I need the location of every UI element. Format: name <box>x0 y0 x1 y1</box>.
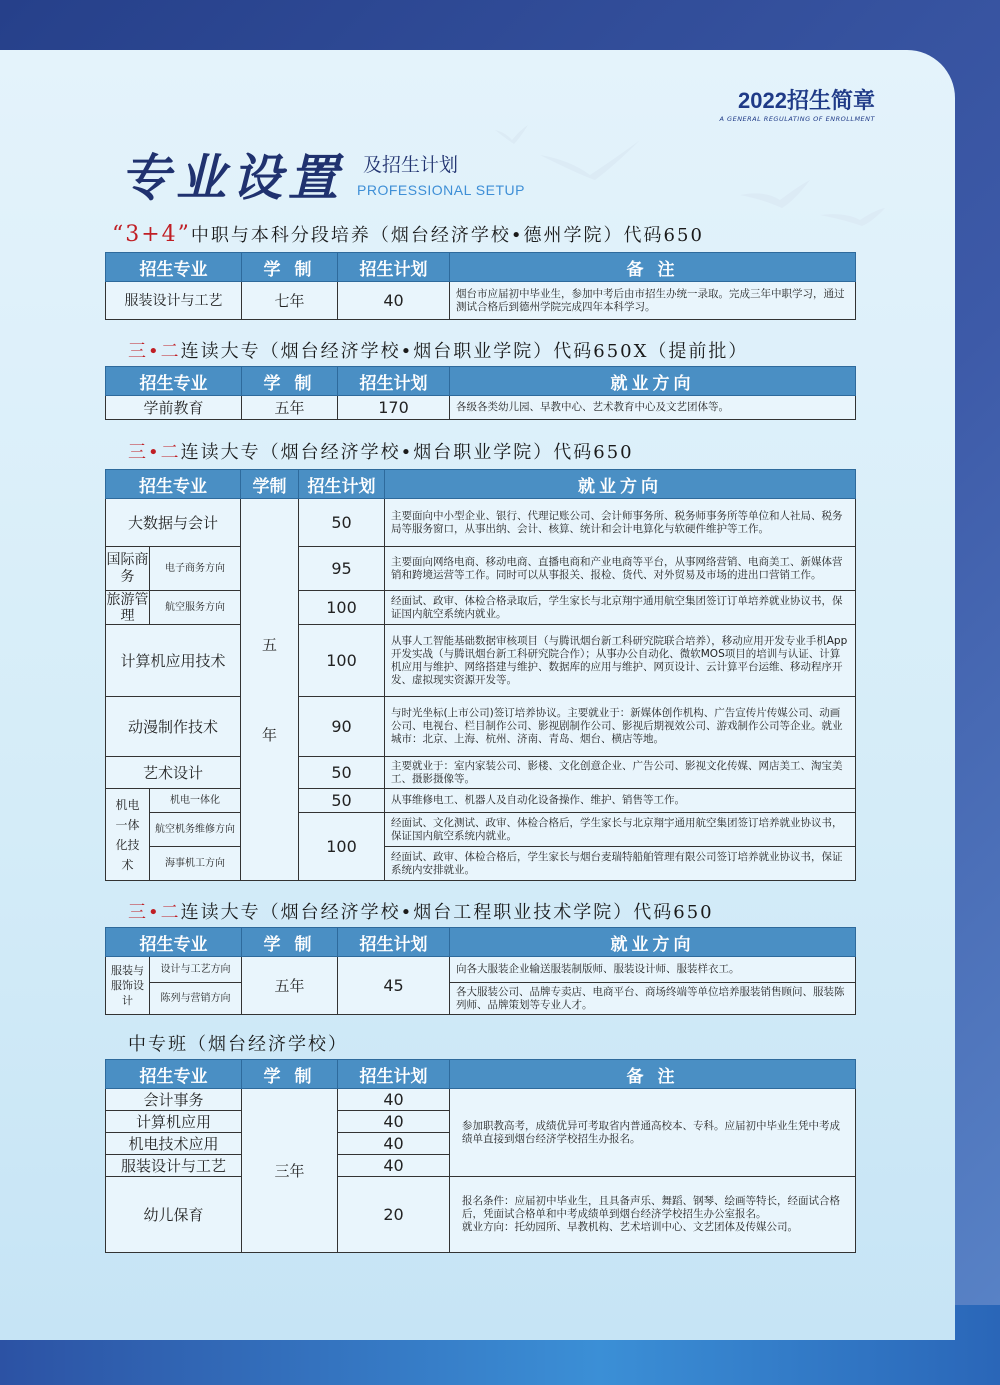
duration-cell: 七年 <box>242 282 338 320</box>
major-cell: 机电技术应用 <box>106 1133 242 1155</box>
group-cell: 国际商务 <box>106 547 150 591</box>
major-cell: 艺术设计 <box>106 757 241 789</box>
header-duration: 学 制 <box>242 928 338 957</box>
section-4-title-text: 连读大专（烟台经济学校•烟台工程职业技术学院）代码650 <box>180 902 714 923</box>
note-cell: 经面试、政审、体检合格录取后，学生家长与北京翔宇通用航空集团签订订单培养就业协议书，保证国内航空系统内就业。 <box>385 591 856 625</box>
section-3-table <box>105 469 856 881</box>
header-plan: 招生计划 <box>338 253 450 282</box>
table-row <box>106 282 856 320</box>
header-duration: 学制 <box>241 470 299 499</box>
section-1-table <box>105 252 856 320</box>
table-row <box>106 625 856 697</box>
plan-cell: 100 <box>299 591 385 625</box>
header-employment: 就业方向 <box>450 367 856 396</box>
major-cell: 学前教育 <box>106 396 242 420</box>
section-3-title <box>128 438 634 464</box>
major-cell: 设计与工艺方向 <box>150 957 242 983</box>
plan-cell: 40 <box>338 282 450 320</box>
group-cell: 旅游管理 <box>106 591 149 624</box>
brand-year-title: 2022招生简章 <box>738 88 875 113</box>
duration-char-1: 五 <box>261 635 277 654</box>
header-major: 招生专业 <box>106 1060 242 1089</box>
table-row <box>106 1089 856 1111</box>
plan-cell: 50 <box>299 499 385 547</box>
page-title: 专业设置 <box>120 148 344 207</box>
duration-char-2: 年 <box>261 725 277 744</box>
note-cell: 烟台市应届初中毕业生，参加中考后由市招生办统一录取。完成三年中职学习，通过测试合格后到德州学院完成四年本科学习。 <box>450 282 856 320</box>
header-major: 招生专业 <box>106 367 242 396</box>
section-1-title-highlight: “3+4” <box>112 222 191 247</box>
table-row <box>106 499 856 547</box>
header-duration: 学 制 <box>242 253 338 282</box>
plan-cell: 40 <box>338 1089 450 1111</box>
section-5-table <box>105 1059 856 1253</box>
table-row <box>106 396 856 420</box>
major-cell: 服装设计与工艺 <box>106 282 242 320</box>
section-1-title-text: 中职与本科分段培养（烟台经济学校•德州学院）代码650 <box>190 225 704 246</box>
note-cell: 报名条件：应届初中毕业生，且具备声乐、舞蹈、钢琴、绘画等特长，经面试合格后，凭面试合格单和中考成绩单到烟台经济学校招生办公室报名。 就业方向：托幼园所、早教机构、艺术培训中心、文艺团体及传媒公司。 <box>450 1177 856 1253</box>
note-cell: 各大服装公司、品牌专卖店、电商平台、商场终端等单位培养服装销售顾问、服装陈列师、品牌策划等专业人才。 <box>450 983 856 1015</box>
brand-block <box>720 84 875 123</box>
table-row <box>106 1177 856 1253</box>
table-row <box>106 697 856 757</box>
note-cell: 主要面向中小型企业、银行、代理记账公司、会计师事务所、税务师事务所等单位和人社局、税务局等服务窗口，从事出纳、会计、核算、统计和会计电算化与软硬件维护等工作。 <box>385 499 856 547</box>
section-2-title <box>128 337 748 363</box>
table-row <box>106 957 856 983</box>
table-header-row <box>106 928 856 957</box>
note-cell: 主要面向网络电商、移动电商、直播电商和产业电商等平台，从事网络营销、电商美工、新媒体营销和跨境运营等工作。同时可以从事报关、报检、货代、对外贸易及市场的进出口营销工作。 <box>385 547 856 591</box>
major-cell: 服装设计与工艺 <box>106 1155 242 1177</box>
major-cell: 计算机应用技术 <box>106 625 241 697</box>
section-3-title-highlight: 三•二 <box>128 442 181 463</box>
brand-subtitle: A GENERAL REGULATING OF ENROLLMENT <box>719 115 875 123</box>
header-major: 招生专业 <box>106 253 242 282</box>
header-employment: 就业方向 <box>385 470 856 499</box>
table-row <box>106 547 856 591</box>
plan-cell: 50 <box>299 757 385 789</box>
section-3-title-text: 连读大专（烟台经济学校•烟台职业学院）代码650 <box>180 442 634 463</box>
note-cell: 主要就业于：室内家装公司、影楼、文化创意企业、广告公司、影视文化传媒、网店美工、淘宝美工、摄影摄像等。 <box>385 757 856 789</box>
major-cell: 机电一体化 <box>150 789 241 813</box>
page-english-title: PROFESSIONAL SETUP <box>357 182 525 198</box>
plan-cell: 100 <box>299 813 385 881</box>
table-row <box>106 847 856 881</box>
duration-cell: 三年 <box>242 1089 338 1253</box>
plan-cell: 95 <box>299 547 385 591</box>
duration-cell: 五年 <box>242 957 338 1015</box>
table-row <box>106 813 856 847</box>
major-cell: 会计事务 <box>106 1089 242 1111</box>
duration-cell: 五年 <box>242 396 338 420</box>
page-subtitle: 及招生计划 <box>363 154 459 176</box>
table-row <box>106 983 856 1015</box>
major-cell: 计算机应用 <box>106 1111 242 1133</box>
table-header-row <box>106 470 856 499</box>
header-major: 招生专业 <box>106 928 242 957</box>
note-cell: 参加职教高考，成绩优异可考取省内普通高校本、专科。应届初中毕业生凭中考成绩单直接到烟台经济学校招生办报名。 <box>450 1089 856 1177</box>
major-cell: 动漫制作技术 <box>106 697 241 757</box>
header-plan: 招生计划 <box>338 928 450 957</box>
group-cell: 服装与服饰设计 <box>106 957 150 1015</box>
group-cell: 机电一体化技术 <box>106 789 150 881</box>
header-duration: 学 制 <box>242 367 338 396</box>
note-cell: 经面试、文化测试、政审、体检合格后，学生家长与北京翔宇通用航空集团签订培养就业协议书，保证国内航空系统内就业。 <box>385 813 856 847</box>
section-4-title-highlight: 三•二 <box>128 902 181 923</box>
section-4-title <box>128 898 714 924</box>
note-cell: 各级各类幼儿园、早教中心、艺术教育中心及文艺团体等。 <box>450 396 856 420</box>
table-header-row <box>106 253 856 282</box>
header-note: 备 注 <box>450 1060 856 1089</box>
major-cell: 大数据与会计 <box>106 499 241 547</box>
note-cell: 从事人工智能基础数据审核项目（与腾讯烟台新工科研究院联合培养），移动应用开发专业手机App开发实战（与腾讯烟台新工科研究院合作）；从事办公自动化、微软MOS项目的培训与认证、计算机应用与维护、网络搭建与维护、数据库的应用与维护、网页设计、云计算平台运维、移动程序开发、虚拟现实资源开发等。 <box>385 625 856 697</box>
note-cell: 从事维修电工、机器人及自动化设备操作、维护、销售等工作。 <box>385 789 856 813</box>
plan-cell: 50 <box>299 789 385 813</box>
plan-cell: 40 <box>338 1133 450 1155</box>
plan-cell: 100 <box>299 625 385 697</box>
section-2-title-highlight: 三•二 <box>128 341 181 362</box>
note-cell: 向各大服装企业输送服装制版师、服装设计师、服装样衣工。 <box>450 957 856 983</box>
header-major: 招生专业 <box>106 470 241 499</box>
plan-cell: 45 <box>338 957 450 1015</box>
section-1-title <box>112 221 704 247</box>
major-cell: 电子商务方向 <box>150 547 241 591</box>
major-cell: 航空机务维修方向 <box>150 813 241 847</box>
major-cell: 航空服务方向 <box>150 591 241 625</box>
plan-cell: 20 <box>338 1177 450 1253</box>
header-note: 备 注 <box>450 253 856 282</box>
header-plan: 招生计划 <box>338 367 450 396</box>
major-cell: 幼儿保育 <box>106 1177 242 1253</box>
duration-cell <box>241 499 299 881</box>
plan-cell: 170 <box>338 396 450 420</box>
section-5-title: 中专班（烟台经济学校） <box>128 1034 348 1055</box>
plan-cell: 40 <box>338 1111 450 1133</box>
table-header-row <box>106 1060 856 1089</box>
section-4-table <box>105 927 856 1015</box>
table-row <box>106 591 856 625</box>
header-employment: 就业方向 <box>450 928 856 957</box>
plan-cell: 40 <box>338 1155 450 1177</box>
section-2-table <box>105 366 856 420</box>
header-plan: 招生计划 <box>299 470 385 499</box>
plan-cell: 90 <box>299 697 385 757</box>
note-cell: 经面试、政审、体检合格后，学生家长与烟台麦瑞特船舶管理有限公司签订培养就业协议书，保证系统内安排就业。 <box>385 847 856 881</box>
header-duration: 学 制 <box>242 1060 338 1089</box>
table-row <box>106 789 856 813</box>
major-cell: 陈列与营销方向 <box>150 983 242 1015</box>
section-2-title-text: 连读大专（烟台经济学校•烟台职业学院）代码650X（提前批） <box>180 341 749 362</box>
header-plan: 招生计划 <box>338 1060 450 1089</box>
table-row <box>106 757 856 789</box>
table-header-row <box>106 367 856 396</box>
note-cell: 与时光坐标(上市公司)签订培养协议。主要就业于：新媒体创作机构、广告宣传片传媒公司、动画公司、电视台、栏目制作公司、影视剧制作公司、影视后期视效公司、游戏制作公司等企业。就业城市：北京、上海、杭州、济南、青岛、烟台、横店等地。 <box>385 697 856 757</box>
major-cell: 海事机工方向 <box>150 847 241 881</box>
